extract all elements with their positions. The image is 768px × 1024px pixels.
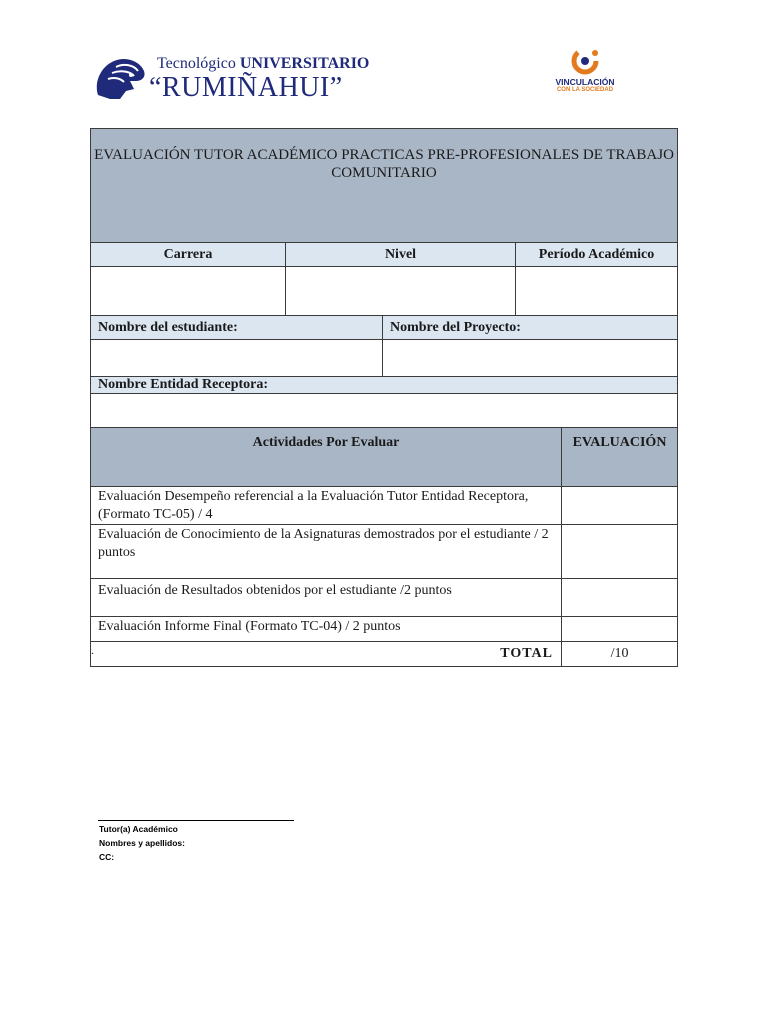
activity-score-field[interactable] bbox=[562, 487, 678, 525]
activity-text: Evaluación de Conocimiento de la Asignaturas demostrados por el estudiante / 2 puntos bbox=[91, 525, 562, 579]
signature-cc-label: CC: bbox=[99, 852, 115, 862]
project-name-label: Nombre del Proyecto: bbox=[383, 316, 678, 340]
vinculacion-logo-text: VINCULACIÓN bbox=[555, 77, 615, 87]
vinculacion-circle-icon bbox=[569, 45, 601, 77]
activity-text: Evaluación Informe Final (Formato TC-04) / 2 puntos bbox=[91, 617, 562, 642]
periodo-field[interactable] bbox=[516, 267, 678, 316]
carrera-label: Carrera bbox=[91, 243, 286, 267]
nivel-field[interactable] bbox=[286, 267, 516, 316]
table-row bbox=[91, 579, 678, 617]
student-name-field[interactable] bbox=[91, 340, 383, 377]
activities-header: Actividades Por Evaluar bbox=[91, 428, 562, 487]
activity-score-field[interactable] bbox=[562, 617, 678, 642]
activity-score-field[interactable] bbox=[562, 525, 678, 579]
activity-text: Evaluación Desempeño referencial a la Evaluación Tutor Entidad Receptora, (Formato TC-05) / 4 bbox=[91, 487, 562, 525]
entity-name-label: Nombre Entidad Receptora: bbox=[91, 377, 678, 394]
total-value[interactable]: /10 bbox=[562, 642, 678, 667]
table-row bbox=[91, 525, 678, 579]
project-name-field[interactable] bbox=[383, 340, 678, 377]
stray-mark: . bbox=[91, 643, 94, 657]
table-row bbox=[91, 487, 678, 525]
vinculacion-logo bbox=[555, 45, 615, 97]
carrera-field[interactable] bbox=[91, 267, 286, 316]
student-name-label: Nombre del estudiante: bbox=[91, 316, 383, 340]
vinculacion-logo-subtext: CON LA SOCIEDAD bbox=[556, 87, 614, 93]
activity-text: Evaluación de Resultados obtenidos por el estudiante /2 puntos bbox=[91, 579, 562, 617]
form-title: EVALUACIÓN TUTOR ACADÉMICO PRACTICAS PRE-PROFESIONALES DE TRABAJO COMUNITARIO bbox=[91, 129, 678, 243]
evaluation-form-table bbox=[90, 128, 678, 667]
evaluation-header: EVALUACIÓN bbox=[562, 428, 678, 487]
entity-name-field[interactable] bbox=[91, 394, 678, 428]
nivel-label: Nivel bbox=[286, 243, 516, 267]
page-header bbox=[0, 0, 768, 110]
activity-score-field[interactable] bbox=[562, 579, 678, 617]
signature-role: Tutor(a) Académico bbox=[99, 824, 178, 834]
signature-names-label: Nombres y apellidos: bbox=[99, 838, 185, 848]
signature-line bbox=[98, 820, 294, 821]
periodo-label: Período Académico bbox=[516, 243, 678, 267]
total-label: TOTAL bbox=[91, 642, 562, 667]
institution-logo-icon bbox=[90, 55, 150, 101]
institution-name: “RUMIÑAHUI” bbox=[149, 72, 343, 103]
table-row bbox=[91, 617, 678, 642]
institution-subtitle: Tecnológico UNIVERSITARIO bbox=[157, 55, 370, 72]
